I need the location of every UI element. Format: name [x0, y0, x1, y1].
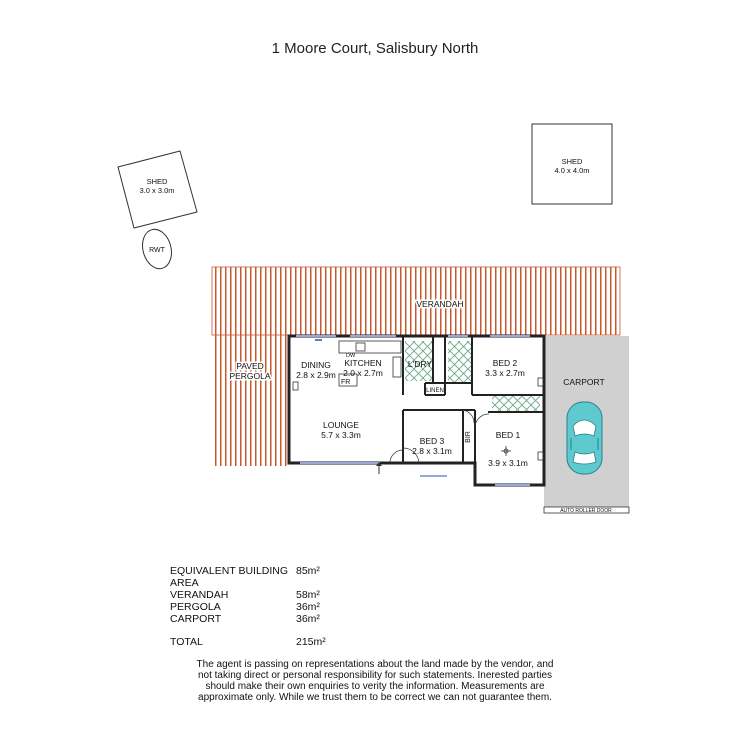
area-name: CARPORT [170, 613, 222, 625]
shed-right-label: SHED [561, 157, 583, 166]
area-row [170, 613, 356, 625]
area-row [170, 589, 356, 601]
bed1-label: BED 1 [495, 430, 521, 440]
area-value: 58m² [296, 589, 320, 601]
pergola-label-line1: PAVED [236, 361, 264, 371]
carport [544, 336, 629, 514]
kitchen-size: 2.0 x 2.7m [343, 368, 383, 378]
bed2-size: 3.3 x 2.7m [485, 368, 525, 378]
verandah-label: VERANDAH [416, 299, 464, 309]
rwt-label: RWT [149, 247, 165, 254]
shed-right [532, 124, 612, 204]
rainwater-tank [138, 226, 175, 272]
disclaimer-line: should make their own enquiries to verity the information. Measurements are [205, 681, 545, 692]
shed-left [118, 151, 197, 228]
total-value: 215m² [296, 636, 326, 648]
bed2-label: BED 2 [492, 358, 518, 368]
disclaimer-line: approximate only. While we trust them to be correct we can not guarantee them. [198, 692, 552, 703]
bed3-size: 2.8 x 3.1m [412, 446, 452, 456]
page-title: 1 Moore Court, Salisbury North [271, 40, 479, 57]
total-row [170, 636, 356, 648]
pergola-label-line2: PERGOLA [229, 371, 271, 381]
dishwasher-label: DW [346, 353, 356, 359]
car-icon [567, 402, 602, 474]
area-value: 85m² [296, 565, 320, 577]
shed-right-size: 4.0 x 4.0m [554, 166, 590, 175]
shed-left-size: 3.0 x 3.0m [139, 186, 175, 195]
kitchen-label: KITCHEN [344, 358, 382, 368]
area-name: VERANDAH [170, 589, 229, 601]
area-name: PERGOLA [170, 601, 221, 613]
bed1-size: 3.9 x 3.1m [488, 458, 528, 468]
dining-size: 2.8 x 2.9m [296, 370, 336, 380]
bir-label: BIR [465, 431, 472, 443]
fridge-label: FR [341, 379, 351, 386]
auto-roller-door-label: AUTO ROLLER DOOR [560, 508, 612, 514]
area-value: 36m² [296, 601, 320, 613]
laundry-label: L'DRY [407, 359, 433, 369]
carport-label: CARPORT [563, 377, 605, 387]
dining-label: DINING [301, 360, 331, 370]
area-value: 36m² [296, 613, 320, 625]
disclaimer-line: The agent is passing on representations about the land made by the vendor, and [196, 659, 554, 670]
bed3-label: BED 3 [419, 436, 445, 446]
area-table [170, 565, 356, 648]
lounge-size: 5.7 x 3.3m [321, 430, 361, 440]
area-row [170, 601, 356, 613]
shed-left-label: SHED [146, 177, 168, 186]
lounge-label: LOUNGE [323, 420, 359, 430]
area-row [170, 565, 356, 589]
disclaimer-line: not taking direct or personal responsibility for such statements. Inerested parties [197, 670, 553, 681]
disclaimer [150, 659, 600, 703]
linen-label: LINEN [426, 388, 444, 394]
area-name: EQUIVALENT BUILDING AREA [170, 565, 289, 589]
total-name: TOTAL [170, 636, 203, 648]
